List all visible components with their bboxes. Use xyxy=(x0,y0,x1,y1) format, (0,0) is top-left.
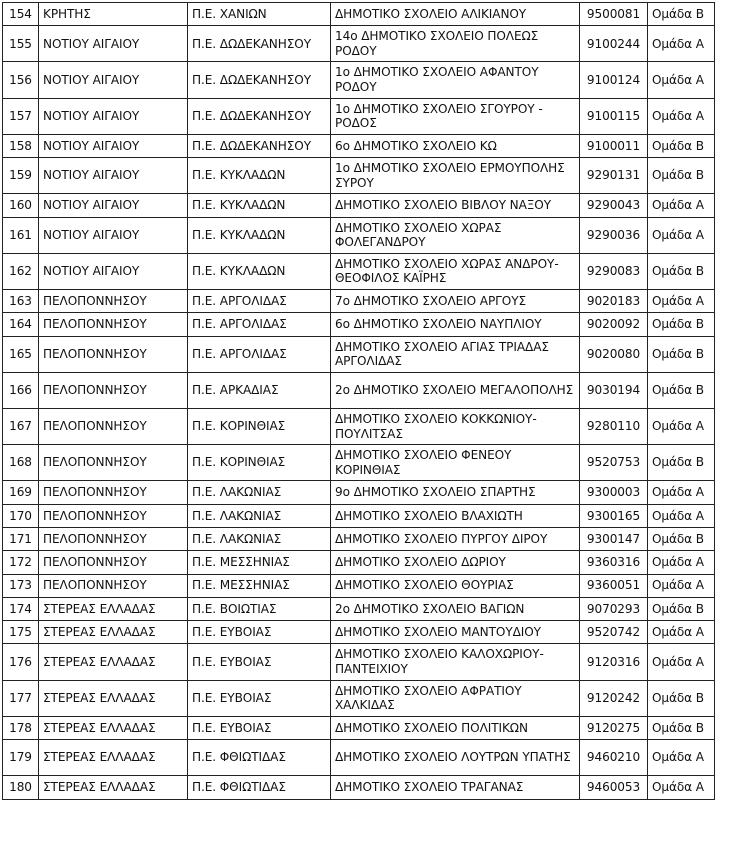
group-cell: Ομάδα A xyxy=(648,217,715,253)
group-cell: Ομάδα A xyxy=(648,551,715,574)
school-name-cell: ΔΗΜΟΤΙΚΟ ΣΧΟΛΕΙΟ ΧΩΡΑΣ ΦΟΛΕΓΑΝΔΡΟΥ xyxy=(331,217,580,253)
table-row xyxy=(3,504,715,527)
school-name-cell: 2ο ΔΗΜΟΤΙΚΟ ΣΧΟΛΕΙΟ ΜΕΓΑΛΟΠΟΛΗΣ xyxy=(331,372,580,408)
group-cell: Ομάδα A xyxy=(648,62,715,98)
region-cell: ΠΕΛΟΠΟΝΝΗΣΟΥ xyxy=(39,504,188,527)
group-cell: Ομάδα A xyxy=(648,504,715,527)
group-cell: Ομάδα B xyxy=(648,527,715,550)
school-code-cell: 9070293 xyxy=(580,597,648,620)
directorate-cell: Π.Ε. ΦΘΙΩΤΙΔΑΣ xyxy=(188,740,331,776)
row-number: 168 xyxy=(3,445,39,481)
group-cell: Ομάδα B xyxy=(648,597,715,620)
school-name-cell: ΔΗΜΟΤΙΚΟ ΣΧΟΛΕΙΟ ΠΥΡΓΟΥ ΔΙΡΟΥ xyxy=(331,527,580,550)
school-code-cell: 9520753 xyxy=(580,445,648,481)
row-number: 159 xyxy=(3,158,39,194)
table-row xyxy=(3,26,715,62)
directorate-cell: Π.Ε. ΚΥΚΛΑΔΩΝ xyxy=(188,158,331,194)
table-row xyxy=(3,408,715,444)
table-row xyxy=(3,680,715,716)
region-cell: ΠΕΛΟΠΟΝΝΗΣΟΥ xyxy=(39,481,188,504)
region-cell: ΠΕΛΟΠΟΝΝΗΣΟΥ xyxy=(39,336,188,372)
group-cell: Ομάδα A xyxy=(648,776,715,799)
schools-table xyxy=(2,2,715,800)
row-number: 154 xyxy=(3,3,39,26)
school-name-cell: ΔΗΜΟΤΙΚΟ ΣΧΟΛΕΙΟ ΛΟΥΤΡΩΝ ΥΠΑΤΗΣ xyxy=(331,740,580,776)
row-number: 164 xyxy=(3,313,39,336)
region-cell: ΝΟΤΙΟΥ ΑΙΓΑΙΟΥ xyxy=(39,62,188,98)
directorate-cell: Π.Ε. ΑΡΓΟΛΙΔΑΣ xyxy=(188,336,331,372)
table-row xyxy=(3,372,715,408)
directorate-cell: Π.Ε. ΚΟΡΙΝΘΙΑΣ xyxy=(188,445,331,481)
row-number: 179 xyxy=(3,740,39,776)
directorate-cell: Π.Ε. ΧΑΝΙΩΝ xyxy=(188,3,331,26)
region-cell: ΠΕΛΟΠΟΝΝΗΣΟΥ xyxy=(39,551,188,574)
region-cell: ΠΕΛΟΠΟΝΝΗΣΟΥ xyxy=(39,290,188,313)
region-cell: ΣΤΕΡΕΑΣ ΕΛΛΑΔΑΣ xyxy=(39,597,188,620)
school-name-cell: 14ο ΔΗΜΟΤΙΚΟ ΣΧΟΛΕΙΟ ΠΟΛΕΩΣ ΡΟΔΟΥ xyxy=(331,26,580,62)
school-name-cell: ΔΗΜΟΤΙΚΟ ΣΧΟΛΕΙΟ ΠΟΛΙΤΙΚΩΝ xyxy=(331,716,580,739)
directorate-cell: Π.Ε. ΑΡΓΟΛΙΔΑΣ xyxy=(188,290,331,313)
school-name-cell: ΔΗΜΟΤΙΚΟ ΣΧΟΛΕΙΟ ΒΛΑΧΙΩΤΗ xyxy=(331,504,580,527)
group-cell: Ομάδα A xyxy=(648,621,715,644)
table-row xyxy=(3,194,715,217)
row-number: 169 xyxy=(3,481,39,504)
directorate-cell: Π.Ε. ΑΡΓΟΛΙΔΑΣ xyxy=(188,313,331,336)
directorate-cell: Π.Ε. ΦΘΙΩΤΙΔΑΣ xyxy=(188,776,331,799)
school-name-cell: ΔΗΜΟΤΙΚΟ ΣΧΟΛΕΙΟ ΜΑΝΤΟΥΔΙΟΥ xyxy=(331,621,580,644)
row-number: 180 xyxy=(3,776,39,799)
directorate-cell: Π.Ε. ΚΥΚΛΑΔΩΝ xyxy=(188,253,331,289)
row-number: 173 xyxy=(3,574,39,597)
school-name-cell: ΔΗΜΟΤΙΚΟ ΣΧΟΛΕΙΟ ΤΡΑΓΑΝΑΣ xyxy=(331,776,580,799)
row-number: 171 xyxy=(3,527,39,550)
school-name-cell: 2ο ΔΗΜΟΤΙΚΟ ΣΧΟΛΕΙΟ ΒΑΓΙΩΝ xyxy=(331,597,580,620)
row-number: 161 xyxy=(3,217,39,253)
table-row xyxy=(3,644,715,680)
directorate-cell: Π.Ε. ΕΥΒΟΙΑΣ xyxy=(188,621,331,644)
row-number: 167 xyxy=(3,408,39,444)
school-code-cell: 9360316 xyxy=(580,551,648,574)
group-cell: Ομάδα A xyxy=(648,481,715,504)
group-cell: Ομάδα A xyxy=(648,194,715,217)
row-number: 170 xyxy=(3,504,39,527)
table-row xyxy=(3,597,715,620)
table-row xyxy=(3,621,715,644)
school-code-cell: 9100115 xyxy=(580,98,648,134)
school-code-cell: 9300165 xyxy=(580,504,648,527)
table-row xyxy=(3,336,715,372)
region-cell: ΣΤΕΡΕΑΣ ΕΛΛΑΔΑΣ xyxy=(39,740,188,776)
row-number: 175 xyxy=(3,621,39,644)
table-row xyxy=(3,527,715,550)
school-code-cell: 9100011 xyxy=(580,134,648,157)
row-number: 156 xyxy=(3,62,39,98)
region-cell: ΠΕΛΟΠΟΝΝΗΣΟΥ xyxy=(39,313,188,336)
table-row xyxy=(3,776,715,799)
row-number: 178 xyxy=(3,716,39,739)
group-cell: Ομάδα A xyxy=(648,644,715,680)
row-number: 158 xyxy=(3,134,39,157)
directorate-cell: Π.Ε. ΔΩΔΕΚΑΝΗΣΟΥ xyxy=(188,62,331,98)
school-code-cell: 9300003 xyxy=(580,481,648,504)
directorate-cell: Π.Ε. ΚΥΚΛΑΔΩΝ xyxy=(188,194,331,217)
school-code-cell: 9100244 xyxy=(580,26,648,62)
school-code-cell: 9500081 xyxy=(580,3,648,26)
region-cell: ΠΕΛΟΠΟΝΝΗΣΟΥ xyxy=(39,372,188,408)
school-name-cell: ΔΗΜΟΤΙΚΟ ΣΧΟΛΕΙΟ ΑΛΙΚΙΑΝΟΥ xyxy=(331,3,580,26)
school-name-cell: 7ο ΔΗΜΟΤΙΚΟ ΣΧΟΛΕΙΟ ΑΡΓΟΥΣ xyxy=(331,290,580,313)
school-name-cell: 1ο ΔΗΜΟΤΙΚΟ ΣΧΟΛΕΙΟ ΑΦΑΝΤΟΥ ΡΟΔΟΥ xyxy=(331,62,580,98)
table-row xyxy=(3,134,715,157)
directorate-cell: Π.Ε. ΑΡΚΑΔΙΑΣ xyxy=(188,372,331,408)
group-cell: Ομάδα B xyxy=(648,680,715,716)
region-cell: ΣΤΕΡΕΑΣ ΕΛΛΑΔΑΣ xyxy=(39,776,188,799)
table-row xyxy=(3,158,715,194)
row-number: 172 xyxy=(3,551,39,574)
row-number: 155 xyxy=(3,26,39,62)
school-code-cell: 9520742 xyxy=(580,621,648,644)
directorate-cell: Π.Ε. ΚΟΡΙΝΘΙΑΣ xyxy=(188,408,331,444)
school-code-cell: 9020183 xyxy=(580,290,648,313)
row-number: 165 xyxy=(3,336,39,372)
group-cell: Ομάδα B xyxy=(648,158,715,194)
group-cell: Ομάδα B xyxy=(648,3,715,26)
school-code-cell: 9020092 xyxy=(580,313,648,336)
table-row xyxy=(3,740,715,776)
directorate-cell: Π.Ε. ΜΕΣΣΗΝΙΑΣ xyxy=(188,551,331,574)
group-cell: Ομάδα B xyxy=(648,336,715,372)
directorate-cell: Π.Ε. ΕΥΒΟΙΑΣ xyxy=(188,644,331,680)
school-code-cell: 9120242 xyxy=(580,680,648,716)
region-cell: ΝΟΤΙΟΥ ΑΙΓΑΙΟΥ xyxy=(39,194,188,217)
school-name-cell: ΔΗΜΟΤΙΚΟ ΣΧΟΛΕΙΟ ΔΩΡΙΟΥ xyxy=(331,551,580,574)
table-row xyxy=(3,3,715,26)
group-cell: Ομάδα B xyxy=(648,253,715,289)
directorate-cell: Π.Ε. ΕΥΒΟΙΑΣ xyxy=(188,716,331,739)
school-code-cell: 9030194 xyxy=(580,372,648,408)
school-code-cell: 9120275 xyxy=(580,716,648,739)
school-name-cell: ΔΗΜΟΤΙΚΟ ΣΧΟΛΕΙΟ ΚΑΛΟΧΩΡΙΟΥ-ΠΑΝΤΕΙΧΙΟΥ xyxy=(331,644,580,680)
school-name-cell: 1ο ΔΗΜΟΤΙΚΟ ΣΧΟΛΕΙΟ ΕΡΜΟΥΠΟΛΗΣ ΣΥΡΟΥ xyxy=(331,158,580,194)
schools-table-body xyxy=(3,3,715,800)
region-cell: ΠΕΛΟΠΟΝΝΗΣΟΥ xyxy=(39,574,188,597)
row-number: 162 xyxy=(3,253,39,289)
directorate-cell: Π.Ε. ΛΑΚΩΝΙΑΣ xyxy=(188,481,331,504)
table-row xyxy=(3,481,715,504)
school-name-cell: 9ο ΔΗΜΟΤΙΚΟ ΣΧΟΛΕΙΟ ΣΠΑΡΤΗΣ xyxy=(331,481,580,504)
table-row xyxy=(3,217,715,253)
row-number: 176 xyxy=(3,644,39,680)
school-code-cell: 9290036 xyxy=(580,217,648,253)
school-name-cell: ΔΗΜΟΤΙΚΟ ΣΧΟΛΕΙΟ ΚΟΚΚΩΝΙΟΥ-ΠΟΥΛΙΤΣΑΣ xyxy=(331,408,580,444)
school-code-cell: 9460210 xyxy=(580,740,648,776)
directorate-cell: Π.Ε. ΒΟΙΩΤΙΑΣ xyxy=(188,597,331,620)
region-cell: ΠΕΛΟΠΟΝΝΗΣΟΥ xyxy=(39,445,188,481)
row-number: 174 xyxy=(3,597,39,620)
directorate-cell: Π.Ε. ΕΥΒΟΙΑΣ xyxy=(188,680,331,716)
group-cell: Ομάδα A xyxy=(648,26,715,62)
region-cell: ΠΕΛΟΠΟΝΝΗΣΟΥ xyxy=(39,527,188,550)
region-cell: ΝΟΤΙΟΥ ΑΙΓΑΙΟΥ xyxy=(39,253,188,289)
region-cell: ΝΟΤΙΟΥ ΑΙΓΑΙΟΥ xyxy=(39,158,188,194)
row-number: 157 xyxy=(3,98,39,134)
table-row xyxy=(3,716,715,739)
directorate-cell: Π.Ε. ΛΑΚΩΝΙΑΣ xyxy=(188,504,331,527)
region-cell: ΣΤΕΡΕΑΣ ΕΛΛΑΔΑΣ xyxy=(39,644,188,680)
school-code-cell: 9020080 xyxy=(580,336,648,372)
group-cell: Ομάδα B xyxy=(648,134,715,157)
school-code-cell: 9460053 xyxy=(580,776,648,799)
school-name-cell: ΔΗΜΟΤΙΚΟ ΣΧΟΛΕΙΟ ΑΦΡΑΤΙΟΥ ΧΑΛΚΙΔΑΣ xyxy=(331,680,580,716)
directorate-cell: Π.Ε. ΛΑΚΩΝΙΑΣ xyxy=(188,527,331,550)
region-cell: ΝΟΤΙΟΥ ΑΙΓΑΙΟΥ xyxy=(39,26,188,62)
table-row xyxy=(3,62,715,98)
group-cell: Ομάδα B xyxy=(648,445,715,481)
group-cell: Ομάδα B xyxy=(648,372,715,408)
school-name-cell: ΔΗΜΟΤΙΚΟ ΣΧΟΛΕΙΟ ΧΩΡΑΣ ΑΝΔΡΟΥ-ΘΕΟΦΙΛΟΣ ΚΑΪΡΗΣ xyxy=(331,253,580,289)
row-number: 160 xyxy=(3,194,39,217)
school-code-cell: 9360051 xyxy=(580,574,648,597)
table-row xyxy=(3,313,715,336)
row-number: 166 xyxy=(3,372,39,408)
row-number: 177 xyxy=(3,680,39,716)
region-cell: ΝΟΤΙΟΥ ΑΙΓΑΙΟΥ xyxy=(39,98,188,134)
table-row xyxy=(3,445,715,481)
group-cell: Ομάδα A xyxy=(648,290,715,313)
table-row xyxy=(3,290,715,313)
school-name-cell: 6ο ΔΗΜΟΤΙΚΟ ΣΧΟΛΕΙΟ ΚΩ xyxy=(331,134,580,157)
region-cell: ΣΤΕΡΕΑΣ ΕΛΛΑΔΑΣ xyxy=(39,621,188,644)
row-number: 163 xyxy=(3,290,39,313)
school-code-cell: 9120316 xyxy=(580,644,648,680)
school-name-cell: ΔΗΜΟΤΙΚΟ ΣΧΟΛΕΙΟ ΑΓΙΑΣ ΤΡΙΑΔΑΣ ΑΡΓΟΛΙΔΑΣ xyxy=(331,336,580,372)
school-code-cell: 9290131 xyxy=(580,158,648,194)
school-name-cell: 1ο ΔΗΜΟΤΙΚΟ ΣΧΟΛΕΙΟ ΣΓΟΥΡΟΥ - ΡΟΔΟΣ xyxy=(331,98,580,134)
directorate-cell: Π.Ε. ΚΥΚΛΑΔΩΝ xyxy=(188,217,331,253)
school-name-cell: ΔΗΜΟΤΙΚΟ ΣΧΟΛΕΙΟ ΦΕΝΕΟΥ ΚΟΡΙΝΘΙΑΣ xyxy=(331,445,580,481)
school-name-cell: ΔΗΜΟΤΙΚΟ ΣΧΟΛΕΙΟ ΒΙΒΛΟΥ ΝΑΞΟΥ xyxy=(331,194,580,217)
school-code-cell: 9300147 xyxy=(580,527,648,550)
region-cell: ΝΟΤΙΟΥ ΑΙΓΑΙΟΥ xyxy=(39,134,188,157)
group-cell: Ομάδα A xyxy=(648,98,715,134)
region-cell: ΚΡΗΤΗΣ xyxy=(39,3,188,26)
directorate-cell: Π.Ε. ΔΩΔΕΚΑΝΗΣΟΥ xyxy=(188,26,331,62)
directorate-cell: Π.Ε. ΜΕΣΣΗΝΙΑΣ xyxy=(188,574,331,597)
table-row xyxy=(3,574,715,597)
school-code-cell: 9290083 xyxy=(580,253,648,289)
group-cell: Ομάδα B xyxy=(648,313,715,336)
school-name-cell: ΔΗΜΟΤΙΚΟ ΣΧΟΛΕΙΟ ΘΟΥΡΙΑΣ xyxy=(331,574,580,597)
directorate-cell: Π.Ε. ΔΩΔΕΚΑΝΗΣΟΥ xyxy=(188,98,331,134)
region-cell: ΠΕΛΟΠΟΝΝΗΣΟΥ xyxy=(39,408,188,444)
group-cell: Ομάδα B xyxy=(648,716,715,739)
school-code-cell: 9100124 xyxy=(580,62,648,98)
group-cell: Ομάδα A xyxy=(648,408,715,444)
group-cell: Ομάδα A xyxy=(648,740,715,776)
region-cell: ΝΟΤΙΟΥ ΑΙΓΑΙΟΥ xyxy=(39,217,188,253)
table-row xyxy=(3,98,715,134)
group-cell: Ομάδα A xyxy=(648,574,715,597)
school-code-cell: 9280110 xyxy=(580,408,648,444)
school-code-cell: 9290043 xyxy=(580,194,648,217)
table-row xyxy=(3,551,715,574)
region-cell: ΣΤΕΡΕΑΣ ΕΛΛΑΔΑΣ xyxy=(39,716,188,739)
table-row xyxy=(3,253,715,289)
directorate-cell: Π.Ε. ΔΩΔΕΚΑΝΗΣΟΥ xyxy=(188,134,331,157)
region-cell: ΣΤΕΡΕΑΣ ΕΛΛΑΔΑΣ xyxy=(39,680,188,716)
school-name-cell: 6ο ΔΗΜΟΤΙΚΟ ΣΧΟΛΕΙΟ ΝΑΥΠΛΙΟΥ xyxy=(331,313,580,336)
